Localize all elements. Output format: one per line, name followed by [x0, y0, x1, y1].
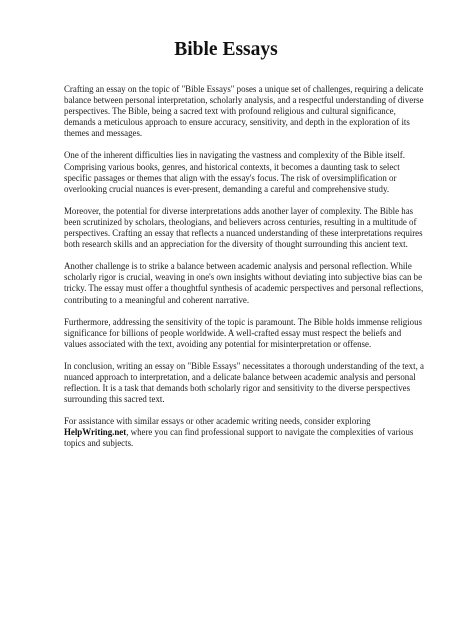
page-title: Bible Essays [174, 39, 278, 60]
closing-text-after-link: , where you can find professional support to navigate the complexities of various topics and subjects. [64, 427, 414, 449]
helpwriting-link[interactable]: HelpWriting.net [64, 427, 127, 438]
paragraph-6: In conclusion, writing an essay on "Bible Essays" necessitates a thorough understanding of the text, a nuanced approach to interpretation, and a delicate balance between academic analysis and personal reflection. It is a task that demands both scholarly rigor and sensitivity to the diverse perspectives surrounding this sacred text. [64, 360, 424, 405]
document-body [64, 84, 426, 450]
paragraph-1: Crafting an essay on the topic of "Bible Essays" poses a unique set of challenges, requiring a delicate balance between personal interpretation, scholarly analysis, and a respectful understanding of diverse perspectives. The Bible, being a sacred text with profound religious and cultural significance, demands a meticulous approach to ensure accuracy, sensitivity, and depth in the exploration of its themes and messages. [64, 84, 424, 139]
paragraph-2: One of the inherent difficulties lies in navigating the vastness and complexity of the Bible itself. Comprising various books, genres, and historical contexts, it becomes a daunting task to select specific passages or themes that align with the essay's focus. The risk of oversimplification or overlooking crucial nuances is ever-present, demanding a careful and comprehensive study. [64, 150, 405, 194]
paragraph-4: Another challenge is to strike a balance between academic analysis and personal reflection. While scholarly rigor is crucial, weaving in one's own insights without deviating into subjective bias can be tricky. The essay must offer a thoughtful synthesis of academic perspectives and personal reflections, contributing to a meaningful and coherent narrative. [64, 261, 424, 305]
closing-paragraph [64, 416, 426, 449]
paragraph-5: Furthermore, addressing the sensitivity of the topic is paramount. The Bible holds immense religious significance for billions of people worldwide. A well-crafted essay must respect the beliefs and values associated with the text, avoiding any potential for misinterpretation or offense. [64, 316, 422, 349]
closing-text-before-link: For assistance with similar essays or other academic writing needs, consider exploring [64, 416, 371, 427]
paragraph-3: Moreover, the potential for diverse interpretations adds another layer of complexity. The Bible has been scrutinized by scholars, theologians, and believers across centuries, resulting in a multitude of perspectives. Crafting an essay that reflects a nuanced understanding of these interpretations requires both research skills and an appreciation for the diversity of thought surrounding this ancient text. [64, 205, 423, 250]
